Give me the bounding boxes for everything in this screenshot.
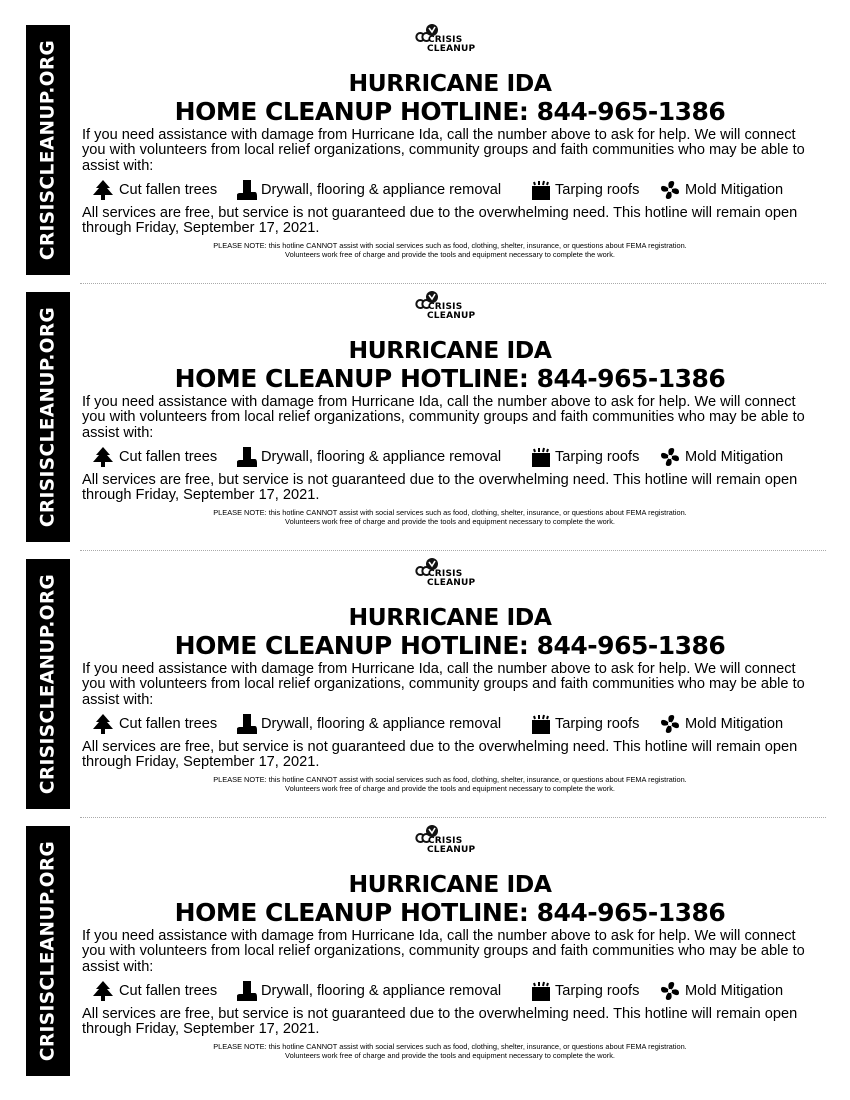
closing-paragraph: All services are free, but service is not guaranteed due to the overwhelming need. This hotline will remain open through Friday, September 17, 2021. [82,1006,798,1038]
service-label: Tarping roofs [555,983,640,999]
service-item [658,980,783,1002]
flyer-title: HURRICANE IDA [348,603,552,631]
crisis-cleanup-logo [413,555,493,595]
service-label: Tarping roofs [555,716,640,732]
disclaimer-note: PLEASE NOTE: this hotline CANNOT assist with social services such as food, clothing, shelter, insurance, or questions about FEMA registration. [213,508,687,517]
intro-paragraph: If you need assistance with damage from Hurricane Ida, call the number above to ask for help. We will connect you with volunteers from local relief organizations, community groups and faith communities who may be able to assist with: [82,928,805,975]
service-label: Tarping roofs [555,449,640,465]
service-label: Mold Mitigation [685,182,784,198]
tree-icon [90,980,116,1002]
service-item [234,446,501,468]
side-banner-text: CRISISCLEANUP.ORG [37,39,59,261]
service-item [530,179,639,201]
tarp-icon [530,179,552,201]
logo-text-line2: CLEANUP [427,311,476,321]
intro-paragraph: If you need assistance with damage from Hurricane Ida, call the number above to ask for help. We will connect you with volunteers from local relief organizations, community groups and faith communities who may be able to assist with: [82,127,805,174]
service-label: Mold Mitigation [685,716,784,732]
tree-icon [90,713,116,735]
flyer-title: HURRICANE IDA [348,336,552,364]
side-banner-text: CRISISCLEANUP.ORG [37,573,59,795]
logo-text-line2: CLEANUP [427,578,476,588]
service-item [90,179,217,201]
service-item [530,446,639,468]
disclaimer-note: PLEASE NOTE: this hotline CANNOT assist with social services such as food, clothing, shelter, insurance, or questions about FEMA registration. [213,1042,687,1051]
service-item [530,713,639,735]
disclaimer-note: PLEASE NOTE: this hotline CANNOT assist with social services such as food, clothing, shelter, insurance, or questions about FEMA registration. [213,241,687,250]
disclaimer-note: Volunteers work free of charge and provide the tools and equipment necessary to complete the work. [285,517,615,526]
services-list [90,713,810,735]
crisis-cleanup-logo [413,822,493,862]
closing-paragraph: All services are free, but service is not guaranteed due to the overwhelming need. This hotline will remain open through Friday, September 17, 2021. [82,739,798,771]
crisis-cleanup-logo [413,21,493,61]
fan-icon [658,446,682,468]
logo-text-line2: CLEANUP [427,845,476,855]
service-item [658,179,783,201]
side-banner-text: CRISISCLEANUP.ORG [37,306,59,528]
hotline-flyer [0,284,850,551]
services-list [90,980,810,1002]
services-list [90,179,810,201]
boot-icon [234,980,258,1002]
service-item [234,980,501,1002]
tree-icon [90,446,116,468]
hotline-flyer [0,551,850,818]
service-label: Drywall, flooring & appliance removal [261,983,502,999]
flyer-title: HURRICANE IDA [348,69,552,97]
hotline-flyer [0,818,850,1085]
service-item [90,446,217,468]
service-label: Cut fallen trees [119,182,218,198]
tree-icon [90,179,116,201]
logo-text-line1: CRISIS [428,35,463,45]
disclaimer-note: Volunteers work free of charge and provide the tools and equipment necessary to complete the work. [285,1051,615,1060]
service-label: Drywall, flooring & appliance removal [261,716,502,732]
service-item [658,446,783,468]
hotline-number-heading: HOME CLEANUP HOTLINE: 844-965-1386 [174,631,726,660]
service-label: Cut fallen trees [119,449,218,465]
logo-text-line1: CRISIS [428,302,463,312]
crisis-cleanup-logo [413,288,493,328]
fan-icon [658,713,682,735]
hotline-number-heading: HOME CLEANUP HOTLINE: 844-965-1386 [174,97,726,126]
service-item [658,713,783,735]
service-item [90,980,217,1002]
tarp-icon [530,446,552,468]
side-banner [26,559,70,809]
hotline-flyer [0,17,850,284]
intro-paragraph: If you need assistance with damage from Hurricane Ida, call the number above to ask for help. We will connect you with volunteers from local relief organizations, community groups and faith communities who may be able to assist with: [82,661,805,708]
disclaimer-note: Volunteers work free of charge and provide the tools and equipment necessary to complete the work. [285,784,615,793]
closing-paragraph: All services are free, but service is not guaranteed due to the overwhelming need. This hotline will remain open through Friday, September 17, 2021. [82,472,798,504]
side-banner [26,25,70,275]
logo-text-line1: CRISIS [428,569,463,579]
service-label: Cut fallen trees [119,983,218,999]
hotline-number-heading: HOME CLEANUP HOTLINE: 844-965-1386 [174,898,726,927]
tarp-icon [530,713,552,735]
boot-icon [234,446,258,468]
closing-paragraph: All services are free, but service is not guaranteed due to the overwhelming need. This hotline will remain open through Friday, September 17, 2021. [82,205,798,237]
boot-icon [234,713,258,735]
disclaimer-note: Volunteers work free of charge and provide the tools and equipment necessary to complete the work. [285,250,615,259]
services-list [90,446,810,468]
service-label: Mold Mitigation [685,983,784,999]
fan-icon [658,179,682,201]
fan-icon [658,980,682,1002]
boot-icon [234,179,258,201]
intro-paragraph: If you need assistance with damage from Hurricane Ida, call the number above to ask for help. We will connect you with volunteers from local relief organizations, community groups and faith communities who may be able to assist with: [82,394,805,441]
disclaimer-note: PLEASE NOTE: this hotline CANNOT assist with social services such as food, clothing, shelter, insurance, or questions about FEMA registration. [213,775,687,784]
service-item [530,980,639,1002]
service-item [234,179,501,201]
service-label: Mold Mitigation [685,449,784,465]
service-item [90,713,217,735]
service-label: Drywall, flooring & appliance removal [261,182,502,198]
logo-text-line1: CRISIS [428,836,463,846]
service-label: Drywall, flooring & appliance removal [261,449,502,465]
service-label: Cut fallen trees [119,716,218,732]
tarp-icon [530,980,552,1002]
side-banner [26,826,70,1076]
hotline-number-heading: HOME CLEANUP HOTLINE: 844-965-1386 [174,364,726,393]
logo-text-line2: CLEANUP [427,44,476,54]
side-banner [26,292,70,542]
service-label: Tarping roofs [555,182,640,198]
service-item [234,713,501,735]
side-banner-text: CRISISCLEANUP.ORG [37,840,59,1062]
flyer-title: HURRICANE IDA [348,870,552,898]
